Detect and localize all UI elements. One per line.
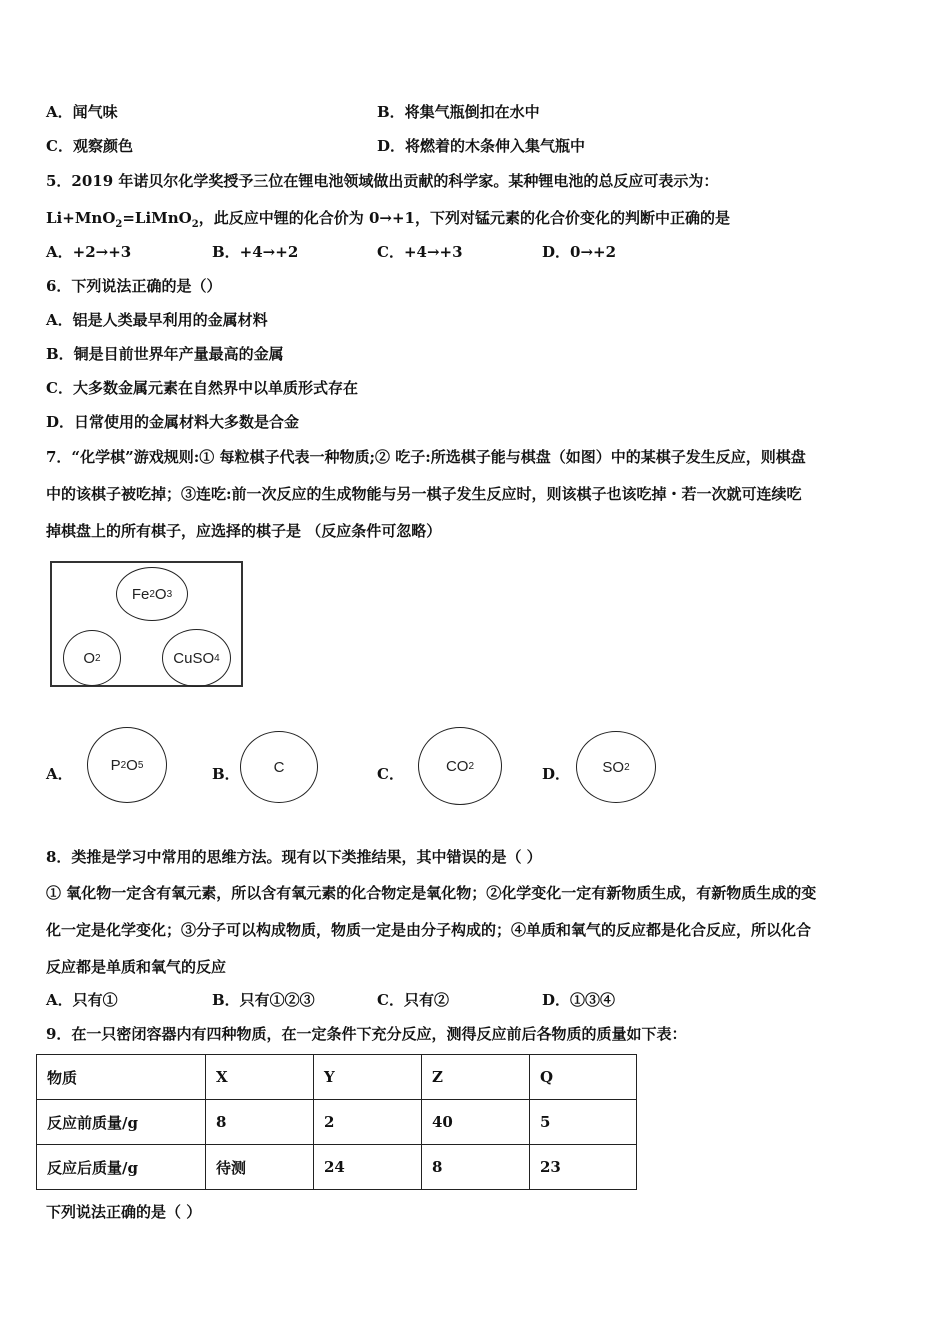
q4-option-a: A．闻气味	[46, 103, 118, 121]
q5-eq-mid: =LiMnO	[122, 209, 192, 227]
q8-body-line3: 反应都是单质和氧气的反应	[46, 958, 227, 976]
q7-stem-line2: 中的该棋子被吃掉；③连吃:前一次反应的生成物能与另一棋子发生反应时，则该棋子也该吃掉・若一次就可连续吃	[46, 485, 802, 503]
q5-stem-rest: ，此反应中锂的化合价为 0→+1，下列对锰元素的化合价变化的判断中正确的是	[198, 209, 730, 227]
q8-option-b: B．只有①②③	[212, 991, 315, 1009]
table-header-cell: 物质	[37, 1055, 206, 1100]
table-cell: 40	[422, 1100, 530, 1145]
table-header-row	[37, 1055, 637, 1100]
q5-stem-line1: 5．2019 年诺贝尔化学奖授予三位在锂电池领域做出贡献的科学家。某种锂电池的总反应可表示为：	[46, 172, 719, 190]
q5-option-c: C．+4→+3	[377, 243, 463, 261]
table-row	[37, 1145, 637, 1190]
q7-option-a-label: A．	[46, 765, 73, 783]
q7-option-d-label: D．	[542, 765, 571, 783]
q7-stem-line3: 掉棋盘上的所有棋子，应选择的棋子是 （反应条件可忽略）	[46, 522, 442, 540]
q9-question: 下列说法正确的是（ ）	[46, 1203, 202, 1221]
chess-piece-cuso4: CuSO 4	[162, 629, 231, 687]
q5-eq-prefix: Li+MnO	[46, 209, 116, 227]
q7-option-c-label: C．	[377, 765, 404, 783]
q5-option-a: A．+2→+3	[46, 243, 132, 261]
q8-option-c: C．只有②	[377, 991, 449, 1009]
chess-board-figure	[50, 561, 243, 687]
q7-option-c-piece: CO 2	[418, 727, 502, 805]
q7-option-d-piece: SO 2	[576, 731, 656, 803]
q7-option-b-label: B．	[212, 765, 240, 783]
table-header-cell: Y	[314, 1055, 422, 1100]
q5-eq-sub1: 2	[115, 219, 123, 230]
table-cell: 待测	[206, 1145, 314, 1190]
chess-piece-o2: O 2	[63, 630, 121, 686]
q4-option-b: B．将集气瓶倒扣在水中	[377, 103, 540, 121]
q5-stem-line2	[46, 208, 730, 235]
q5-option-b: B．+4→+2	[212, 243, 299, 261]
q8-option-a: A．只有①	[46, 991, 118, 1009]
mass-table	[36, 1054, 637, 1190]
q6-option-a: A．铝是人类最早利用的金属材料	[46, 311, 268, 329]
table-cell: 2	[314, 1100, 422, 1145]
q6-stem: 6．下列说法正确的是（）	[46, 277, 222, 295]
q6-option-d: D．日常使用的金属材料大多数是合金	[46, 413, 300, 431]
table-cell: 8	[422, 1145, 530, 1190]
q7-option-b-piece: C	[240, 731, 318, 803]
table-cell: 反应后质量/g	[37, 1145, 206, 1190]
q7-stem-line1: 7．“化学棋”游戏规则:① 每粒棋子代表一种物质;② 吃子:所选棋子能与棋盘（如图）中的某棋子发生反应，则棋盘	[46, 448, 806, 466]
q7-option-a-piece: P 2 O 5	[87, 727, 167, 803]
table-header-cell: Z	[422, 1055, 530, 1100]
q4-option-d: D．将燃着的木条伸入集气瓶中	[377, 137, 586, 155]
table-cell: 反应前质量/g	[37, 1100, 206, 1145]
q9-stem: 9．在一只密闭容器内有四种物质，在一定条件下充分反应，测得反应前后各物质的质量如下表：	[46, 1025, 687, 1043]
chess-piece-fe2o3: Fe 2 O 3	[116, 567, 188, 621]
q8-stem: 8．类推是学习中常用的思维方法。现有以下类推结果，其中错误的是（ ）	[46, 848, 542, 866]
q4-option-c: C．观察颜色	[46, 137, 133, 155]
q8-body-line1: ① 氧化物一定含有氧元素，所以含有氧元素的化合物定是氧化物；②化学变化一定有新物质生成，有新物质生成的变	[46, 884, 817, 902]
table-cell: 8	[206, 1100, 314, 1145]
table-row	[37, 1100, 637, 1145]
table-cell: 24	[314, 1145, 422, 1190]
table-header-cell: Q	[530, 1055, 637, 1100]
table-cell: 23	[530, 1145, 637, 1190]
table-cell: 5	[530, 1100, 637, 1145]
q8-option-d: D．①③④	[542, 991, 616, 1009]
q8-body-line2: 化一定是化学变化；③分子可以构成物质，物质一定是由分子构成的；④单质和氧气的反应都是化合反应，所以化合	[46, 921, 812, 939]
q5-eq-sub2: 2	[191, 219, 199, 230]
table-header-cell: X	[206, 1055, 314, 1100]
q5-option-d: D．0→+2	[542, 243, 617, 261]
q6-option-c: C．大多数金属元素在自然界中以单质形式存在	[46, 379, 358, 397]
q6-option-b: B．铜是目前世界年产量最高的金属	[46, 345, 284, 363]
